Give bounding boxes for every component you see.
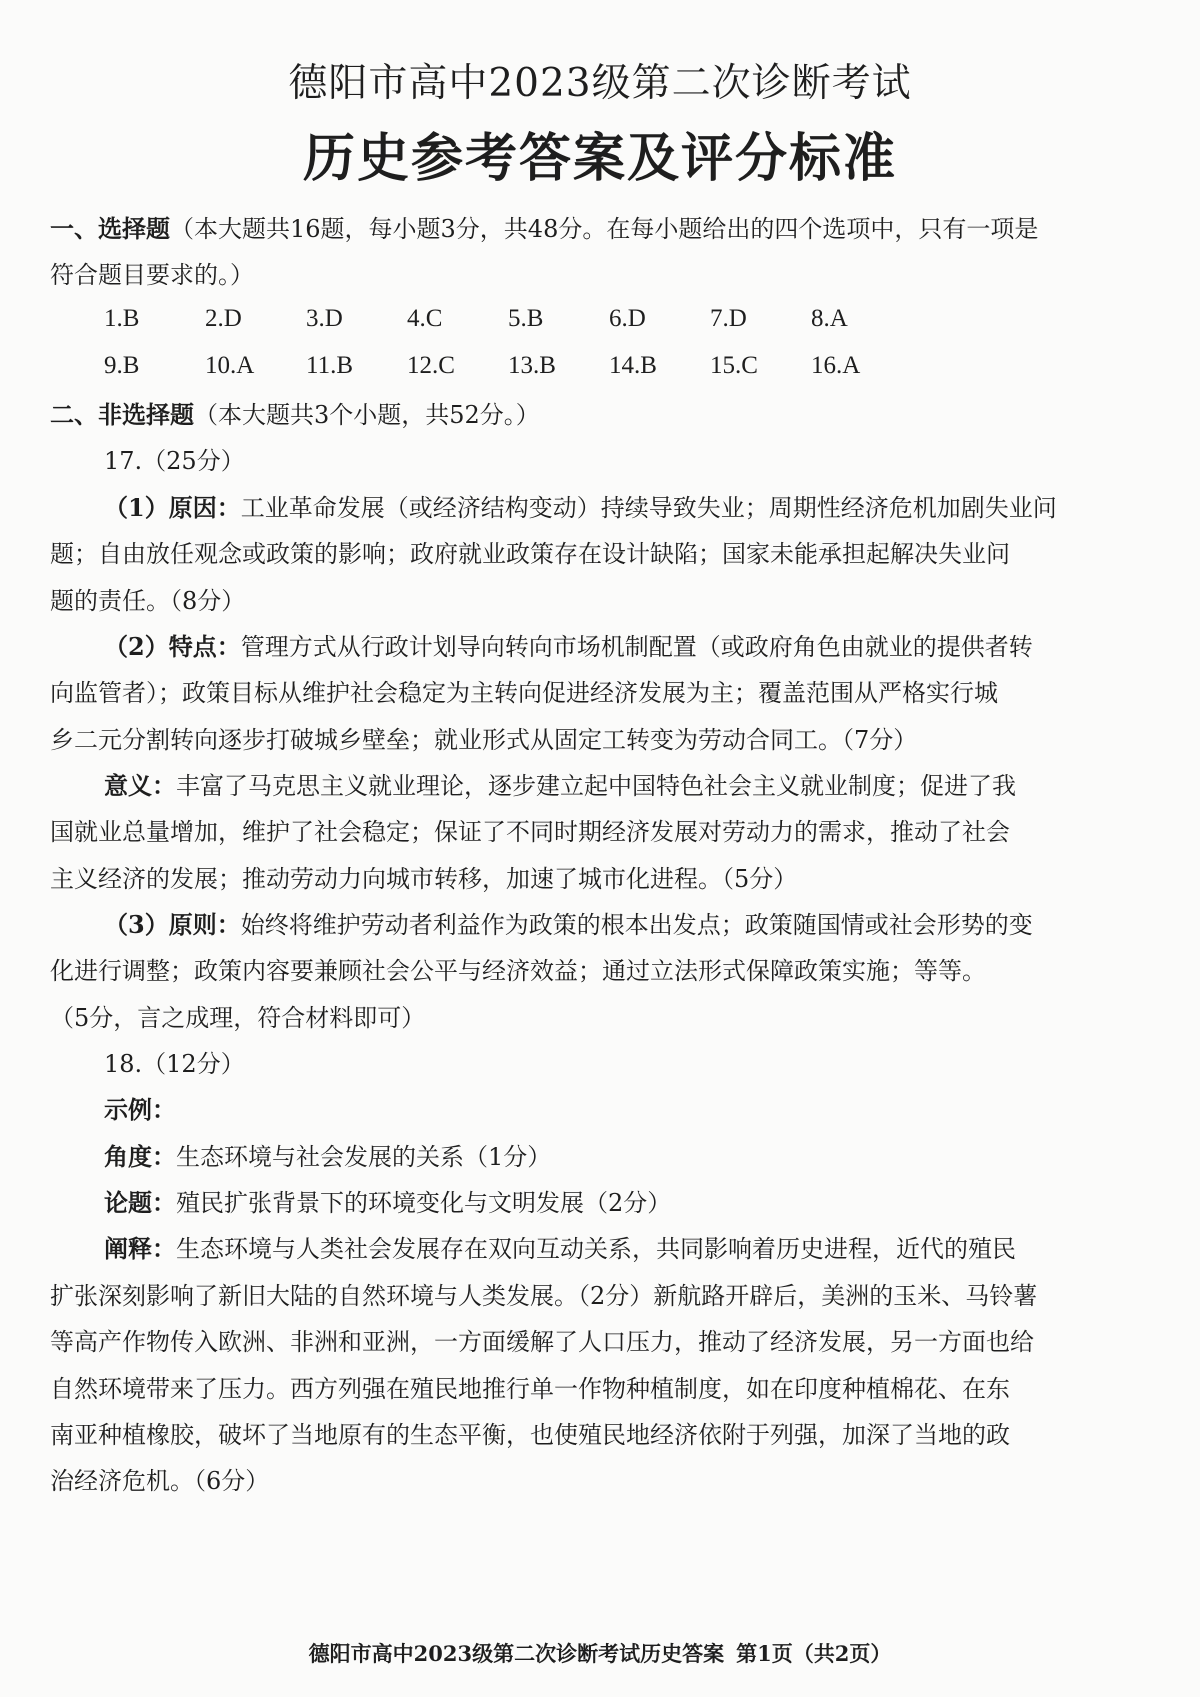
q17-part3-line3: （5分，言之成理，符合材料即可） xyxy=(50,1004,426,1032)
q17-part3-line2: 化进行调整；政策内容要兼顾社会公平与经济效益；通过立法形式保障政策实施；等等。 xyxy=(50,957,986,985)
q17-significance-text: 丰富了马克思主义就业理论，逐步建立起中国特色社会主义就业制度；促进了我 xyxy=(176,772,1016,800)
q17-significance-line2: 国就业总量增加，维护了社会稳定；保证了不同时期经济发展对劳动力的需求，推动了社会 xyxy=(50,818,1010,846)
q17-part2-line1 xyxy=(104,630,1160,664)
q18-angle-label: 角度： xyxy=(104,1142,176,1171)
q17-part1-label: （1）原因： xyxy=(104,493,241,522)
q17-significance-label: 意义： xyxy=(104,771,176,800)
q18-thesis-line xyxy=(104,1186,1160,1220)
q18-explanation-text: 生态环境与人类社会发展存在双向互动关系，共同影响着历史进程，近代的殖民 xyxy=(176,1235,1016,1263)
answer-item: 9.B xyxy=(104,352,140,379)
answer-row-1 xyxy=(104,305,1004,341)
q18-example-label: 示例： xyxy=(104,1095,176,1124)
answer-item: 7.D xyxy=(710,305,747,332)
section2-heading xyxy=(50,398,1160,432)
q17-part2-label: （2）特点： xyxy=(104,632,241,661)
footer-title: 德阳市高中2023级第二次诊断考试历史答案 xyxy=(308,1641,725,1666)
answer-row-2 xyxy=(104,352,1004,388)
q17-part2-text: 管理方式从行政计划导向转向市场机制配置（或政府角色由就业的提供者转 xyxy=(240,633,1033,661)
exam-title: 德阳市高中2023级第二次诊断考试 xyxy=(288,61,912,106)
q17-significance-line3: 主义经济的发展；推动劳动力向城市转移，加速了城市化进程。（5分） xyxy=(50,865,798,893)
answer-item: 12.C xyxy=(407,352,455,379)
answer-item: 3.D xyxy=(306,305,343,332)
q18-thesis-text: 殖民扩张背景下的环境变化与文明发展（2分） xyxy=(176,1189,672,1217)
q18-explanation-label: 阐释： xyxy=(104,1234,176,1263)
section1-note-line1: （本大题共16题，每小题3分，共48分。在每小题给出的四个选项中，只有一项是 xyxy=(170,215,1039,243)
answer-item: 16.A xyxy=(811,352,861,379)
q18-explanation-line4: 自然环境带来了压力。西方列强在殖民地推行单一作物种植制度，如在印度种植棉花、在东 xyxy=(50,1375,1010,1403)
q17-part3-line1 xyxy=(104,908,1160,942)
answer-item: 5.B xyxy=(508,305,544,332)
section2-label: 二、非选择题 xyxy=(50,400,194,429)
q17-part1-line1 xyxy=(104,491,1160,525)
q18-header: 18.（12分） xyxy=(104,1050,245,1078)
page-number: 第1页（共2页） xyxy=(736,1641,892,1666)
q17-part3-text: 始终将维护劳动者利益作为政策的根本出发点；政策随国情或社会形势的变 xyxy=(240,911,1033,939)
answer-item: 1.B xyxy=(104,305,140,332)
answer-item: 6.D xyxy=(609,305,646,332)
q17-part1-text: 工业革命发展（或经济结构变动）持续导致失业；周期性经济危机加剧失业问 xyxy=(240,494,1057,522)
q17-part1-line2: 题；自由放任观念或政策的影响；政府就业政策存在设计缺陷；国家未能承担起解决失业问 xyxy=(50,540,1010,568)
q18-explanation-line1 xyxy=(104,1232,1160,1266)
q18-angle-line xyxy=(104,1140,1160,1174)
section1-label: 一、选择题 xyxy=(50,214,170,243)
answer-item: 15.C xyxy=(710,352,758,379)
q18-angle-text: 生态环境与社会发展的关系（1分） xyxy=(176,1143,552,1171)
q18-explanation-line5: 南亚种植橡胶，破坏了当地原有的生态平衡，也使殖民地经济依附于列强，加深了当地的政 xyxy=(50,1421,1010,1449)
q18-thesis-label: 论题： xyxy=(104,1188,176,1217)
q18-explanation-line2: 扩张深刻影响了新旧大陆的自然环境与人类发展。（2分）新航路开辟后，美洲的玉米、马铃薯 xyxy=(50,1282,1038,1310)
q17-header: 17.（25分） xyxy=(104,447,245,475)
q17-part3-label: （3）原则： xyxy=(104,910,241,939)
answer-item: 8.A xyxy=(811,305,848,332)
q17-part2-line3: 乡二元分割转向逐步打破城乡壁垒；就业形式从固定工转变为劳动合同工。（7分） xyxy=(50,726,918,754)
answer-item: 14.B xyxy=(609,352,657,379)
answer-item: 4.C xyxy=(407,305,443,332)
answer-item: 11.B xyxy=(306,352,353,379)
answer-item: 10.A xyxy=(205,352,255,379)
q18-explanation-line3: 等高产作物传入欧洲、非洲和亚洲，一方面缓解了人口压力，推动了经济发展，另一方面也给 xyxy=(50,1328,1034,1356)
section2-note: （本大题共3个小题，共52分。） xyxy=(194,401,540,429)
q17-part2-line2: 向监管者）；政策目标从维护社会稳定为主转向促进经济发展为主；覆盖范围从严格实行城 xyxy=(50,679,998,707)
document-subtitle: 历史参考答案及评分标准 xyxy=(302,128,897,189)
q17-part1-line3: 题的责任。（8分） xyxy=(50,587,246,615)
section1-heading xyxy=(50,212,1160,246)
answer-item: 13.B xyxy=(508,352,556,379)
q18-explanation-line6: 治经济危机。（6分） xyxy=(50,1467,270,1495)
q17-significance-line1 xyxy=(104,769,1160,803)
answer-item: 2.D xyxy=(205,305,242,332)
page-footer xyxy=(0,1638,1200,1668)
section1-note-line2: 符合题目要求的。） xyxy=(50,261,254,289)
